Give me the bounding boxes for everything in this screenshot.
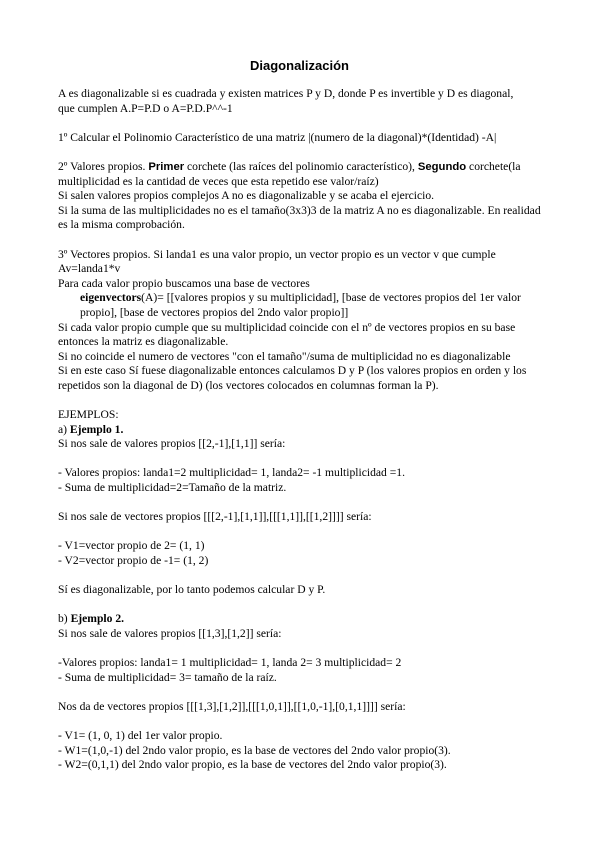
step2-text-e: corchete(la multiplicidad es la cantidad de veces que esta repetido ese valor/raíz) xyxy=(58,159,521,188)
example2-line-7: - W2=(0,1,1) del 2ndo valor propio, es la base de vectores del 2ndo valor propio(3). xyxy=(58,758,447,772)
intro-line-2: que cumplen A.P=P.D o A=P.D.P^^-1 xyxy=(58,101,233,115)
example2-line-4: Nos da de vectores propios [[[1,3],[1,2]],[[[1,0,1]],[[1,0,-1],[0,1,1]]]] sería: xyxy=(58,699,406,713)
example2-line-2: -Valores propios: landa1= 1 multiplicidad= 1, landa 2= 3 multiplicidad= 2 xyxy=(58,656,402,670)
example2-line-5: - V1= (1, 0, 1) del 1er valor propio. xyxy=(58,729,223,743)
example1-prefix: a) xyxy=(58,422,70,436)
step3-line-6: Si en este caso Sí fuese diagonalizable entonces calculamos D y P (los valores propios en orden y los repetidos son la diagonal de D) (los vectores colocados en columnas forman la P). xyxy=(58,364,527,392)
step3-line-5: Si no coincide el numero de vectores "con el tamaño"/suma de multiplicidad no es diagonalizable xyxy=(58,349,511,363)
example2-line-6: - W1=(1,0,-1) del 2ndo valor propio, es la base de vectores del 2ndo valor propio(3). xyxy=(58,743,451,757)
step2-paragraph xyxy=(58,160,542,189)
step2-bold-segundo: Segundo xyxy=(417,160,467,173)
step1-paragraph: 1º Calcular el Polinomio Característico de una matriz |(numero de la diagonal)*(Identidad) -A| xyxy=(58,130,497,144)
example1-line-1: Si nos sale de valores propios [[2,-1],[1,1]] sería: xyxy=(58,437,286,451)
example2-heading xyxy=(58,612,542,627)
step2-text-a: 2º Valores propios. xyxy=(58,159,149,173)
example2-prefix: b) xyxy=(58,612,71,626)
intro-line-1: A es diagonalizable si es cuadrada y existen matrices P y D, donde P es invertible y D es diagonal, xyxy=(58,87,514,100)
page-title: Diagonalización xyxy=(250,58,349,73)
eigenvectors-rest: (A)= [[valores propios y su multiplicidad], [base de vectores propios del 1er valor propio], [base de vectores propios del 2ndo valor propio]] xyxy=(80,291,521,319)
step2-sum-line: Si la suma de las multiplicidades no es el tamaño(3x3)3 de la matriz A no es diagonalizable. En realidad es la misma comprobación. xyxy=(58,203,541,232)
example1-line-6: - V2=vector propio de -1= (1, 2) xyxy=(58,554,209,567)
example1-line-5: - V1=vector propio de 2= (1, 1) xyxy=(58,539,205,553)
eigenvectors-line xyxy=(58,291,542,320)
step2-bold-primer: Primer xyxy=(148,160,185,173)
eigenvectors-bold: eigenvectors xyxy=(80,291,142,305)
document-body xyxy=(58,87,542,773)
step3-line-2: Para cada valor propio buscamos una base de vectores xyxy=(58,276,310,290)
example2-line-3: - Suma de multiplicidad= 3= tamaño de la raíz. xyxy=(58,670,277,684)
example1-line-7: Sí es diagonalizable, por lo tanto podemos calcular D y P. xyxy=(58,583,326,597)
example2-label: Ejemplo 2. xyxy=(70,612,125,626)
example1-line-3: - Suma de multiplicidad=2=Tamaño de la matriz. xyxy=(58,481,287,495)
step3-line-4: Si cada valor propio cumple que su multiplicidad coincide con el nº de vectores propios en su base entonces la matriz es diagonalizable. xyxy=(58,320,516,349)
example1-line-2: - Valores propios: landa1=2 multiplicidad= 1, landa2= -1 multiplicidad =1. xyxy=(58,466,405,480)
examples-heading: EJEMPLOS: xyxy=(58,408,119,422)
step3-line-1: 3º Vectores propios. Si landa1 es una valor propio, un vector propio es un vector v que cumple Av=landa1*v xyxy=(58,247,496,276)
example2-line-1: Si nos sale de valores propios [[1,3],[1,2]] sería: xyxy=(58,626,282,640)
step2-text-c: corchete (las raíces del polinomio característico), xyxy=(184,159,418,173)
example1-label: Ejemplo 1. xyxy=(69,422,124,436)
example1-heading xyxy=(58,423,542,438)
step2-complex-line: Si salen valores propios complejos A no es diagonalizable y se acaba el ejercicio. xyxy=(58,189,435,203)
example1-line-4: Si nos sale de vectores propios [[[2,-1],[1,1]],[[[1,1]],[[1,2]]]] sería: xyxy=(58,510,372,524)
